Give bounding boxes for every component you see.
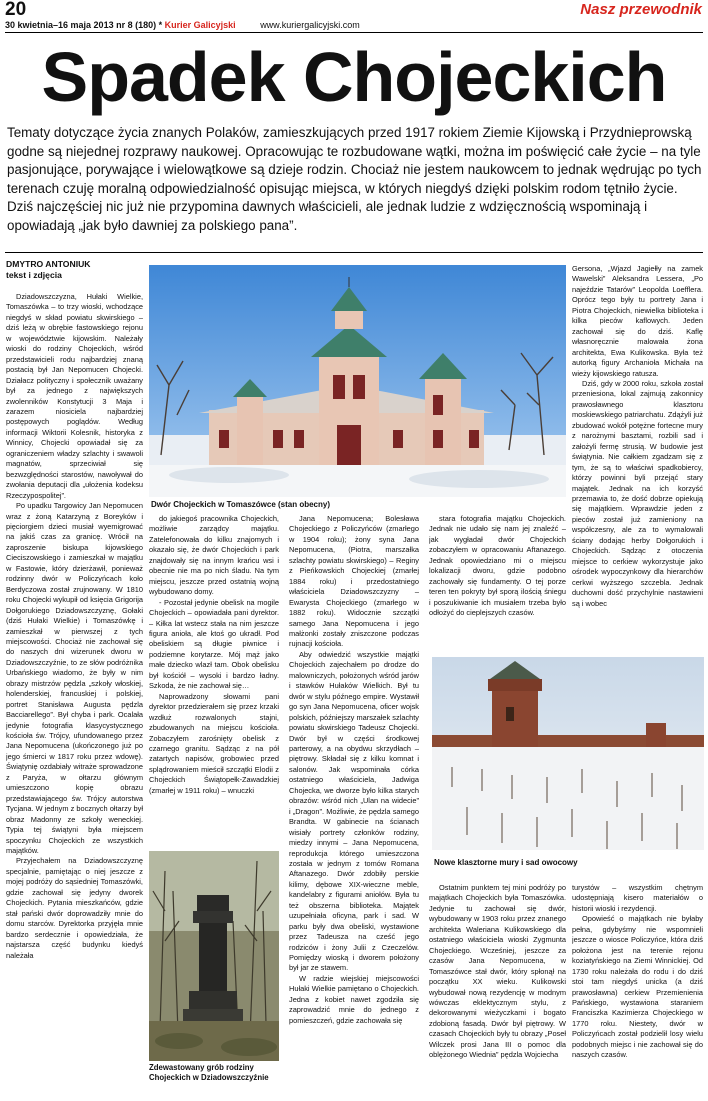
article-title: Spadek Chojeckich xyxy=(41,38,667,116)
paragraph: Ostatnim punktem tej mini podróży po majątkach Chojeckich była Tomaszówka. Jedynie tu zachował się dwór, wybudowany w 1903 roku przez znanego architekta Waleriana Kulikowskiego dla ostatniego właściciela wioski Zygmunta Chojeckiego. Wcześniej, jeszcze za czasów Jana Nepomucena, w Tomaszówce stał dwór, który spłonął na początku XX wieku. Kulikowski wybudował nową rezydencję w modnym wówczas eklektycznym stylu, z dekorowanymi wieżyczkami i bogato zdobioną fasadą. Dwór był piętrowy. W czasach Chojeckich były tu obrazy „Poseł Wilczek prosi Jana III o pomoc dla oblężonego Wiednia” pędzla Wojciecha xyxy=(429,883,566,1060)
issue-date: 30 kwietnia–16 maja 2013 nr 8 (180) * xyxy=(5,20,163,30)
paper-name: Kurier Galicyjski xyxy=(164,20,236,30)
manor-photo xyxy=(149,265,566,497)
paragraph: Jana Nepomucena; Bolesława Chojeckiego z Policzyńców (zmarłego w 1904 roku); żony syna Jana Nepomucena, (Piotra, marszałka szlachty powiatu skwirskiego) – Reginy z Pieńkowskich Chojeckiej (zmarłej 1884 roku) i przedostatniego właściciela Dziadowszczyzny – Ewarysta Chojeckiego (zmarłego w 1882 roku). Widocznie szczątki samego Jana Nepomucena i jego małżonki zostały zniszczone podczas rujnacji kościoła. xyxy=(289,514,419,649)
section-title: Nasz przewodnik xyxy=(580,1,702,18)
page-number: 20 xyxy=(5,0,27,20)
paragraph: - Pozostał jedynie obelisk na mogile Chojeckich – opowiadała pani dyrektor. – Kiłka lat wstecz stała na nim jeszcze figura anioła, ale ktoś go ukradł. Pod obeliskiem są długie piwnice i podziemne korytarze. Mój mąż jako małe dziecko wlazł tam. Obok obelisku był kościół – wysoki i bardzo ładny. Szkoda, że nie zachował się… xyxy=(149,597,279,691)
paper-url[interactable]: www.kuriergalicyjski.com xyxy=(260,20,360,30)
paragraph: do jakiegoś pracownika Chojeckich, możliwie zarządcy majątku. Zatelefonowała do kilku znajomych i okazało się, że dwór Chojeckich i park znajdowały się na innym krańcu wsi i obecnie nie ma po nich śladu. Na tym miejscu, jeszcze przed ostatnią wojną wybudowano domy. xyxy=(149,514,279,597)
issue-line xyxy=(5,20,360,31)
text-column-1 xyxy=(6,292,143,1097)
text-column-7 xyxy=(572,883,703,1097)
author-name: DMYTRO ANTONIUK xyxy=(6,259,91,269)
monastery-photo-caption: Nowe klasztorne mury i sad owocowy xyxy=(434,858,578,867)
article-lead: Tematy dotyczące życia znanych Polaków, zamieszkujących przed 1917 rokiem Ziemie Kijowską i Przydnieprowską godne są niejednej rozprawy naukowej. Opracowując te rozbudowane wątki, można im poświęcić całe życie – na tyle pasjonujące, porywające i wielowątkowe są dzieje rodzin. Chociaż nie jestem naukowcem to jednak wędrując po tych terenach czuję moralną odpowiedzialność opisując miejsca, w których niegdyś dzięki polskim rodom tętniło życie. Dziś najczęściej nic już nie przypomina dawnych właścicieli, ale jednak ludzie z wdzięcznością wspominają i opowiadają „jak było dawniej za polskiego pana”. xyxy=(7,125,702,233)
header-rule xyxy=(5,32,703,33)
author-credit: tekst i zdjęcia xyxy=(6,270,62,280)
paragraph: Naprowadzony słowami pani dyrektor przedzierałem się przez krzaki wzdłuż rozwalonych stajni, zbudowanych na miejscu kościoła. Zobaczyłem zarośnięty obelisk z czarnego granitu. Sądząc z na pół zatartych napisów, grobowiec przed splądrowaniem mieścił szczątki Elodii z Chojeckich Świątopełk-Zawadzkiej (zmarłej w 1911 roku) – wnuczki xyxy=(149,691,279,795)
paragraph: Gersona, „Wjazd Jagiełły na zamek Wawelski” Aleksandra Lessera, „Po najeździe Tatarów” Leopolda Loefflera. Oprócz tego były tu portrety Jana i Piotra Chojeckich, niewielka biblioteka i kilka pieców kaflowych. Jeden zachował się do dziś. Kaflę własnoręcznie malowała żona architekta, Ewa Kulikowska. Była też autorką figury Archanioła Michała na wieży kijowskiego ratusza. xyxy=(572,264,703,378)
manor-photo-caption: Dwór Chojeckich w Tomaszówce (stan obecny) xyxy=(151,500,330,509)
grave-photo xyxy=(149,851,279,1061)
byline xyxy=(6,259,91,281)
monastery-photo xyxy=(432,657,704,850)
paragraph: Dziadowszczyzna, Hułaki Wielkie, Tomaszówka – to trzy wioski, wchodzące niegdyś w skład powiatu skwirskiego – dziś leżą w obrębie fastowskiego rejonu w województwie kijowskim. Należały wioski do rodziny Chojeckich, wśród przedstawicieli rodu najbardziej znaną postacią był Jan Nepomucen Chojecki. Działacz polityczny i społecznik uważany był za jednego z największych zwolenników Konstytucji 3 Maja i zarazem niosiciela najbardziej postępowych poglądów. Według informacji Wiktorii Kolesnik, historyka z Winnicy, Chojecki opowiadał się za ograniczeniem władzy szlachty i swawoli magnatów, sprzeciwiał się bezwzględności starostów, nawoływał do zwołania deputacji dla „ułożenia kodeksu Rzeczypospolitej”. xyxy=(6,292,143,500)
text-column-4 xyxy=(429,514,566,650)
paragraph: W radzie wiejskiej miejscowości Hułaki Wielkie pamiętano o Chojeckich. Jedna z kobiet nawet zgodziła się zaprowadzić mnie do jednego z pomieszczeń, gdzie zachowała się xyxy=(289,973,419,1025)
paragraph: stara fotografia majątku Chojeckich. Jednak nie udało się nam jej znaleźć – jak wygładał dwór Chojeckich zobaczyłem w opracowaniu Aftanazego. Jednak opowiedziano mi o miejscu lokalizacji dworu, gdzie podobno zachowały się fundamenty. O tej porze teren ten pokryty był sporą ilością śniegu i poszukiwanie ich musiałem trzeba było odłożyć do cieplejszych czasów. xyxy=(429,514,566,618)
paragraph: Dziś, gdy w 2000 roku, szkoła został przeniesiona, lokal zajmują zakonnicy prawosławnego klasztoru moskiewskiego patriarchatu. Zdążyli już zbudować wokół potężne fortecne mury z narożnymi basztami, rozbili sad i założyli fermę strusią. W budowie jest świątynia. Nie całkiem zgadzam się z tym, że są to właściwi spadkobiercy, którzy powinni byli przejąć stary majątek. Jednak na ich korzyść przemawia to, że dość dobrze opiekują się majątkiem. Wprawdzie jeden z pieców został już zamieniony na współczesny, ale za to wymalowali ściany dodając herby Dołgorukich i Chojeckich. Sądząc z otoczenia miejsce to cerkiew wykorzystuje jako ośrodek wypoczynkowy dla hierarchów cerkwi wyższego szczebla. Jednak duchowni dość przychylnie nastawieni są i wobec xyxy=(572,378,703,608)
paragraph: Po upadku Targowicy Jan Nepomucen wraz z żoną Katarzyną z Boreyków i pięciorgiem dzieci musiał wyemigrować na jakiś czas za granicę. Wrócił na zaproszenie biskupa kijowskiego Cieciszowskiego i zamieszkał w majątku w Fastowie, który dzierżawił, ponieważ rodzinny dwór w Policzyńcach koło Berdyczowa został zrujnowany. W 1810 roku Chojecki wykupił od księcia Grigorija Dołgorukiego Dziadowszczyznę, Gołaki (dziś Hułaki Wielkie) i Tomaszówkę i zamieszkał w pierwszej z tych miejscowości. Chociaż nie zachował się do naszych dni wizerunek dworu w Dziadowszczyźnie, to ze słów podróżnika Urbańskiego wiadomo, że były w nim obrazy mistrzów pędzla „szkoły włoskiej, holenderskiej, francuskiej i polskiej, portret Stanisława Augusta pędzla Bacciarellego”. Był chyba i park. Ocalała jedynie fotografia klasycystycznego kościoła św. Trójcy, ufundowanego przez Jana Nepomucena (ukończonego już po jego śmierci w 1817 roku przez wdowę). Świątynię ozdabiały witraże sprowadzone z Paryża, w ołtarzu głównym umieszczono kopię obrazu przedstawiającego św. Trójcy autorstwa Tycjana. W jednym z bocznych ołtarzy był obraz Madonny ze szkoły weneckiej. Typia tej świątyni była miejscem spoczynku Chojeckich ze wszystkich majątków. xyxy=(6,501,143,856)
text-column-3 xyxy=(289,514,419,1097)
grave-photo-caption: Zdewastowany grób rodziny Chojeckich w Dziadowszczyźnie xyxy=(149,1063,269,1082)
text-column-6 xyxy=(429,883,566,1097)
lead-rule xyxy=(5,252,703,253)
text-column-5 xyxy=(572,264,703,655)
text-column-2 xyxy=(149,514,279,848)
paragraph: Przyjechałem na Dziadowszczyznę specjalnie, pamiętając o niej jeszcze z mojej podróży do sąsiedniej Tomaszówki, gdzie zachował się jedyny dworek Chojeckich. Pytania mieszkańców, gdzie stał pański dwór doprowadziły mnie do domu starców. Dyrektorka przyjęła mnie bardzo serdecznie i opowiedziała, że najstarsza część budynku kiedyś należała xyxy=(6,856,143,960)
paragraph: Aby odwiedzić wszystkie majątki Chojeckich zajechałem po drodze do malowniczych, położonych wśród jarów i stawków Hułaków Wielkich. Był tu dwór w stylu późnego empire. Wystawił go syn Jana Nepomucena, oficer wojsk polskich, późniejszy marszałek szlachty powiatu skwirskiego Tadeusz Chojecki. Dwór był w części środkowej parterowy, a na obydwu skrzydłach – piętrowy. Składał się z kilku komnat i salonów. Jak wspominała córka ostatniego właściciela, Jadwiga Chojecka, we dworze było kilka starych obrazów: wśród nich „Ulan na widecie” i „Dragon”. Możliwie, że pędzla samego Brandta. W gabinecie na ścianach wisiały portrety członków rodziny, miedzy innymi – Jana Nepomucena, reprodukcja którego umieszczona została w jednym z tomów Romana Aftanazego. Dwór zdobiły perskie kilimy, dębowe XIX-wieczne meble, kandelabry z figurami aniołów. Była tu też obszerna biblioteka. Majątek uzupełniała oficyna, park i sad. W parku były dwa obeliski, wystawione przez Tadeusza na cześć jego rodziców i żony Julii z Czeczelów. Pomiędzy wioską i dworem położony był jar ze stawem. xyxy=(289,649,419,973)
paragraph: turystów – wszystkim chętnym udostępniają kisero materiałów o historii wioski i rezydencji. xyxy=(572,883,703,913)
paragraph: Opowieść o majątkach nie byłaby pełna, gdybyśmy nie wspomnieli jeszcze o wiosce Policzyńce, która dziś położona jest na terenie rejonu koziatyńskiego na Ziemi Winnickiej. Od 1730 roku należała do rodu i do dziś stoi tam niegdyś unicka (a dziś prawosławna) cerkiew Przemienienia Pańskiego, wystawiona staraniem Franciszka Kazimierza Chojeckiego w 1770 roku. Niestety, dwór w Policzyńcach został podzielił losy wielu podobnych miejsc i nie zachował się do naszych czasów. xyxy=(572,914,703,1060)
